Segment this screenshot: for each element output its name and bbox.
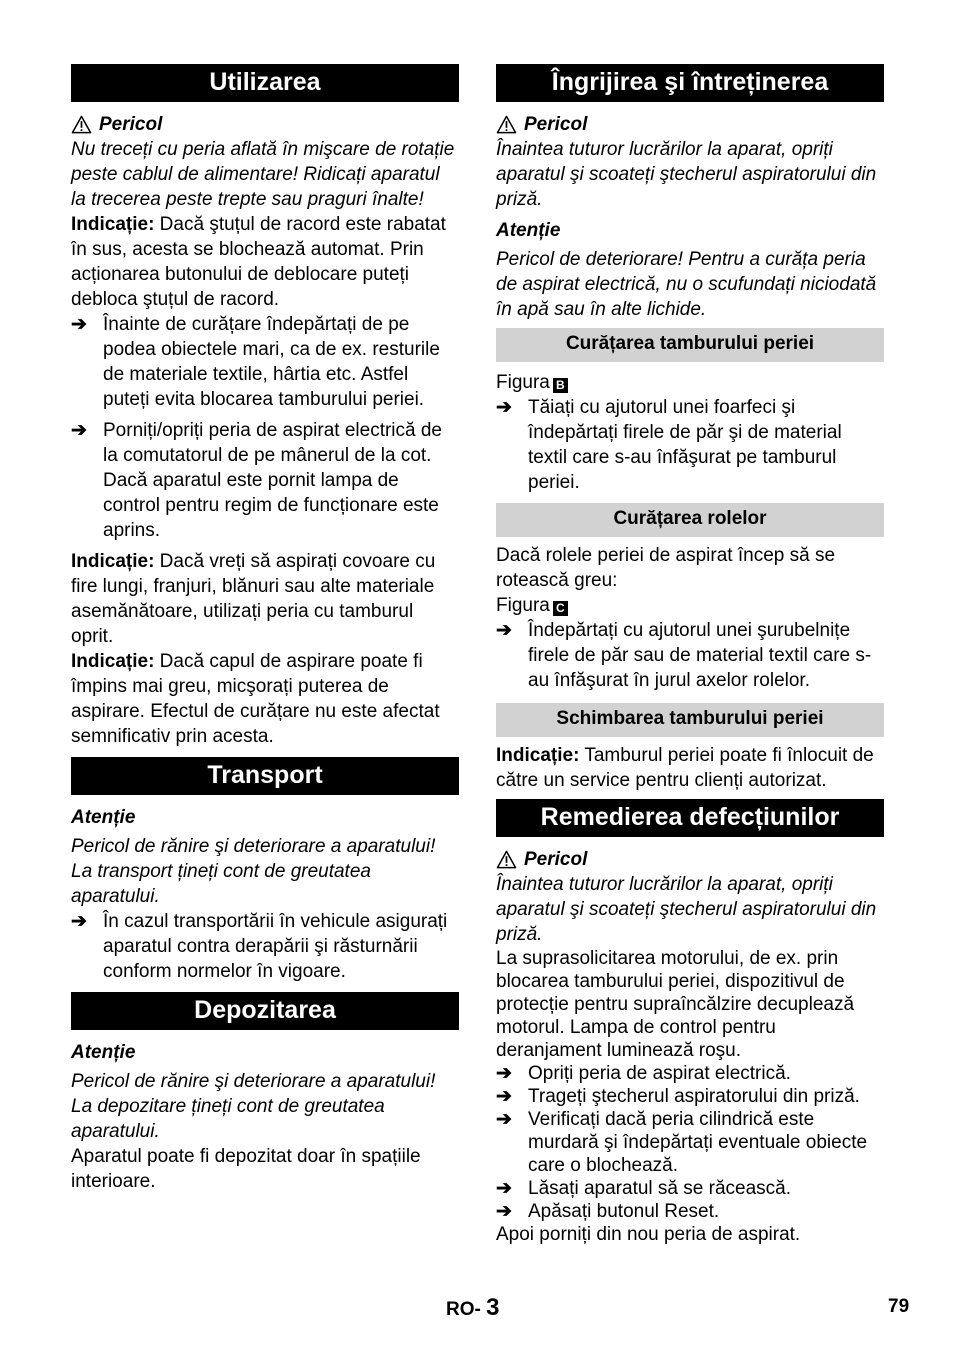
note-paragraph: Indicație: Tamburul periei poate fi înlocuit de către un service pentru clienți autorizat. — [496, 745, 874, 791]
body-text: Apoi porniți din nou peria de aspirat. — [496, 1224, 801, 1245]
note-paragraph: Indicație: Dacă capul de aspirare poate fi împins mai greu, micşorați puterea de aspirare. Efectul de curățare nu este afectat semnificativ prin acesta. — [71, 651, 440, 747]
danger-text: Înaintea tuturor lucrărilor la aparat, opriți aparatul şi scoateți ştecherul aspiratorului din priză. — [496, 874, 877, 945]
warning-triangle-icon — [71, 115, 92, 134]
figure-reference: Figura B — [496, 370, 884, 395]
list-item: ➔ Porniți/opriți peria de aspirat electrică de la comutatorul de pe mânerul de la cot. Dacă aparatul este pornit lampa de control pentru regim de funcționare este aprins. — [71, 420, 443, 541]
danger-label: Pericol — [496, 847, 884, 872]
caution-label: Atenție — [71, 807, 136, 828]
list-item: ➔ Apăsați butonul Reset. — [496, 1201, 720, 1222]
arrow-right-icon: ➔ — [71, 420, 87, 441]
list-item: ➔ Îndepărtați cu ajutorul unei şurubelnițe firele de păr sau de material textil care s-au înfăşurat în jurul axelor rolelor. — [496, 620, 872, 691]
list-item: ➔ În cazul transportării în vehicule asigurați aparatul contra derapării şi răsturnării conform normelor în vigoare. — [71, 911, 448, 982]
caution-text: Pericol de rănire şi deteriorare a aparatului! La transport țineți cont de greutatea aparatului. — [71, 836, 436, 907]
body-text: Aparatul poate fi depozitat doar în spațiile interioare. — [71, 1146, 421, 1192]
body-text: Dacă rolele periei de aspirat încep să se rotească greu: — [496, 545, 836, 591]
list-item: ➔ Opriți peria de aspirat electrică. — [496, 1063, 791, 1084]
arrow-right-icon: ➔ — [496, 1063, 512, 1084]
list-item: ➔ Trageți ştecherul aspiratorului din priză. — [496, 1086, 860, 1107]
note-paragraph: Indicație: Dacă ştuțul de racord este rabatat în sus, acesta se blochează automat. Prin acționarea butonului de deblocare puteți debloca ştuțul de racord. — [71, 214, 446, 310]
caution-label: Atenție — [496, 220, 561, 241]
right-column — [496, 64, 884, 1246]
arrow-right-icon: ➔ — [496, 620, 512, 641]
arrow-right-icon: ➔ — [496, 1086, 512, 1107]
footer-section-marker: RO- 3 — [446, 1294, 500, 1321]
note-paragraph: Indicație: Dacă vreți să aspirați covoare cu fire lungi, franjuri, blănuri sau alte materiale asemănătoare, utilizați peria cu tamburul oprit. — [71, 551, 436, 647]
section-heading-ingrijirea: Îngrijirea şi întreținerea — [496, 64, 884, 102]
page-number: 79 — [888, 1296, 910, 1317]
subsection-heading-tambur: Curățarea tamburului periei — [496, 328, 884, 362]
danger-label: Pericol — [496, 112, 884, 137]
figure-reference: Figura C — [496, 593, 884, 618]
arrow-right-icon: ➔ — [496, 1201, 512, 1222]
section-heading-remedierea: Remedierea defecțiunilor — [496, 799, 884, 837]
warning-triangle-icon — [496, 850, 517, 869]
caution-text: Pericol de rănire şi deteriorare a aparatului! La depozitare țineți cont de greutatea aparatului. — [71, 1071, 436, 1142]
arrow-right-icon: ➔ — [496, 1109, 512, 1130]
warning-triangle-icon — [496, 115, 517, 134]
list-item: ➔ Înainte de curățare îndepărtați de pe podea obiectele mari, ca de ex. resturile de materiale textile, hârtia etc. Astfel puteți evita blocarea tamburului periei. — [71, 314, 440, 410]
left-column — [71, 64, 459, 1194]
figure-letter-badge: B — [553, 378, 568, 393]
caution-label: Atenție — [71, 1042, 136, 1063]
subsection-heading-schimbarea: Schimbarea tamburului periei — [496, 703, 884, 737]
section-heading-depozitarea: Depozitarea — [71, 992, 459, 1030]
arrow-right-icon: ➔ — [71, 314, 87, 335]
danger-text: Înaintea tuturor lucrărilor la aparat, opriți aparatul şi scoateți ştecherul aspiratorului din priză. — [496, 139, 877, 210]
arrow-right-icon: ➔ — [496, 397, 512, 418]
list-item: ➔ Lăsați aparatul să se răcească. — [496, 1178, 791, 1199]
body-text: La suprasolicitarea motorului, de ex. prin blocarea tamburului periei, dispozitivul de protecție pentru supraîncălzire decuplează motorul. Lampa de control pentru deranjament luminează roşu. — [496, 948, 855, 1061]
list-item: ➔ Tăiați cu ajutorul unei foarfeci şi îndepărtați firele de păr şi de material textil care s-au înfăşurat pe tamburul periei. — [496, 397, 842, 493]
arrow-right-icon: ➔ — [71, 911, 87, 932]
section-heading-transport: Transport — [71, 757, 459, 795]
section-heading-utilizarea: Utilizarea — [71, 64, 459, 102]
danger-label: Pericol — [71, 112, 459, 137]
figure-letter-badge: C — [553, 601, 568, 616]
list-item: ➔ Verificați dacă peria cilindrică este murdară şi îndepărtați eventuale obiecte care o blochează. — [496, 1109, 868, 1176]
arrow-right-icon: ➔ — [496, 1178, 512, 1199]
subsection-heading-role: Curățarea rolelor — [496, 503, 884, 537]
caution-text: Pericol de deteriorare! Pentru a curăța peria de aspirat electrică, nu o scufundați niciodată în apă sau în alte lichide. — [496, 249, 877, 320]
danger-text: Nu treceți cu peria aflată în mişcare de rotație peste cablul de alimentare! Ridicați aparatul la trecerea peste trepte sau praguri înalte! — [71, 139, 455, 210]
